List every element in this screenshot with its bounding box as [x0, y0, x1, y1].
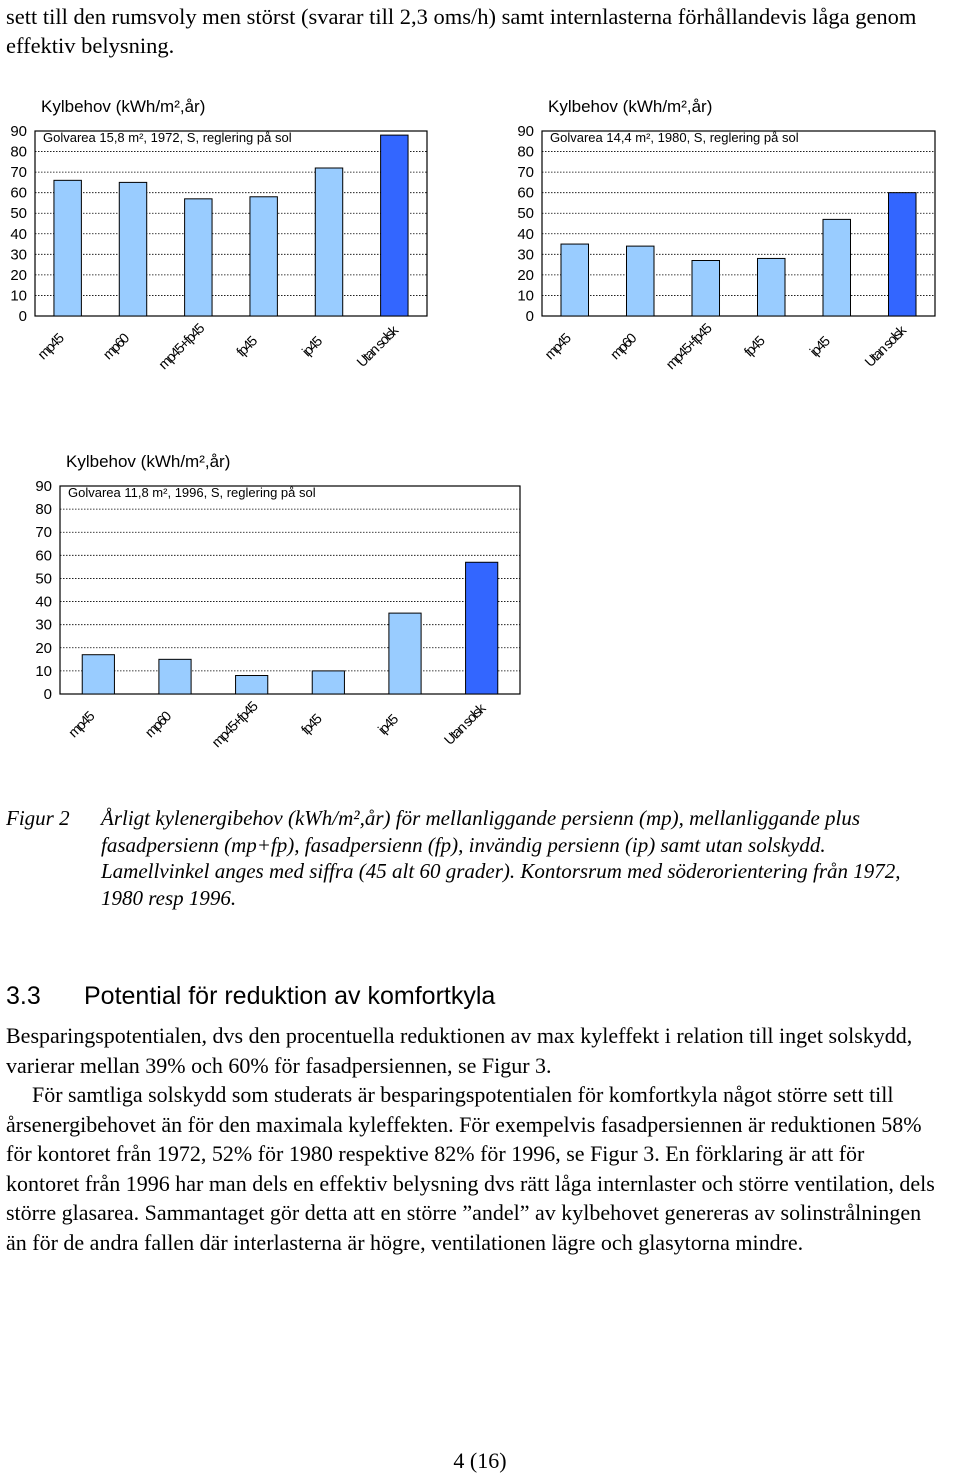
x-tick-label: Utan solsk [353, 323, 401, 370]
y-tick-label: 0 [525, 308, 534, 325]
x-tick-label: ip45 [806, 333, 833, 360]
y-tick-label: 60 [10, 184, 27, 202]
x-tick-label: mp45 [34, 330, 67, 363]
y-tick-label: 40 [10, 225, 27, 243]
y-tick-label: 20 [10, 266, 27, 284]
x-tick-label: ip45 [298, 333, 325, 360]
figure-label: Figur 2 [6, 806, 70, 830]
x-tick-label: mp60 [606, 330, 639, 363]
bar [119, 182, 146, 316]
section-heading [6, 982, 936, 1011]
y-tick-label: 30 [10, 246, 27, 264]
chart-1996 [20, 445, 500, 785]
bar [626, 246, 654, 316]
y-tick-label: 20 [517, 266, 534, 284]
x-tick-label: mp45 [541, 330, 574, 363]
y-tick-label: 0 [43, 686, 52, 703]
bar [692, 261, 720, 317]
y-tick-label: 20 [35, 639, 52, 657]
x-tick-label: Utan solsk [861, 323, 909, 370]
plot-area [60, 486, 520, 694]
x-tick-label: mp45+fp45 [208, 698, 260, 751]
plot-area [35, 131, 427, 316]
chart-subtitle: Golvarea 15,8 m², 1972, S, reglering på sol [43, 130, 292, 145]
y-tick-label: 90 [35, 478, 52, 495]
paragraph-1: Besparingspotentialen, dvs den procentuella reduktionen av max kyleffekt i relation till inget solskydd, varierar mellan 39% och 60% för fasadpersiennen, se Figur 3. [6, 1023, 913, 1078]
y-tick-label: 30 [517, 246, 534, 264]
bar [315, 168, 342, 316]
chart-svg [505, 90, 945, 420]
intro-paragraph: sett till den rumsvoly men störst (svarar till 2,3 oms/h) samt internlasterna förhållandevis låga genom effektiv belysning. [6, 4, 917, 58]
y-tick-label: 60 [517, 184, 534, 202]
x-tick-label: mp45 [64, 708, 97, 741]
y-tick-label: 40 [35, 593, 52, 611]
page-number: 4 (16) [453, 1448, 507, 1473]
chart-1980 [505, 90, 945, 420]
x-tick-label: mp45+fp45 [662, 320, 715, 373]
bar [561, 244, 589, 316]
y-tick-label: 60 [35, 547, 52, 565]
y-tick-label: 50 [35, 570, 52, 588]
bar [381, 135, 408, 316]
section-number: 3.3 [6, 982, 41, 1010]
chart-title: Kylbehov (kWh/m²,år) [66, 452, 231, 471]
y-tick-label: 30 [35, 616, 52, 634]
y-tick-label: 70 [517, 164, 534, 182]
bar [250, 197, 277, 316]
chart-subtitle: Golvarea 11,8 m², 1996, S, reglering på sol [68, 485, 316, 500]
chart-svg [20, 445, 500, 785]
x-tick-label: mp60 [141, 708, 174, 741]
section-title: Potential för reduktion av komfortkyla [84, 982, 496, 1010]
chart-svg [0, 90, 440, 420]
chart-title: Kylbehov (kWh/m²,år) [548, 97, 713, 116]
figure-caption-text: Årligt kylenergibehov (kWh/m²,år) för mellanliggande persienn (mp), mellanliggande plus fasadpersienn (mp+fp), fasadpersienn (fp), invändig persienn (ip) samt utan solskydd. Lamellvinkel anges med siffra (45 alt 60 grader). Kontorsrum med söderorientering från 1972, 1980 resp 1996. [101, 806, 901, 910]
body-text [6, 1021, 936, 1257]
y-tick-label: 10 [10, 287, 27, 305]
y-tick-label: 70 [10, 164, 27, 182]
y-tick-label: 90 [517, 123, 534, 140]
bar [757, 258, 785, 316]
x-tick-label: mp45+fp45 [155, 320, 207, 373]
y-tick-label: 40 [517, 225, 534, 243]
y-tick-label: 90 [10, 123, 27, 140]
bar [82, 655, 114, 694]
plot-area [542, 131, 935, 316]
figure-caption [6, 805, 926, 911]
x-tick-label: fp45 [740, 333, 767, 360]
y-tick-label: 80 [10, 143, 27, 161]
y-tick-label: 70 [35, 524, 52, 542]
x-tick-label: fp45 [297, 711, 324, 738]
chart-title: Kylbehov (kWh/m²,år) [41, 97, 206, 116]
bar [888, 193, 916, 316]
bar [312, 671, 344, 694]
bar [236, 676, 268, 694]
bar [823, 219, 851, 316]
y-tick-label: 80 [517, 143, 534, 161]
chart-1972 [0, 90, 440, 420]
y-tick-label: 50 [517, 205, 534, 223]
x-tick-label: ip45 [374, 711, 401, 738]
bar [185, 199, 212, 316]
x-tick-label: Utan solsk [440, 701, 488, 748]
x-tick-label: mp60 [99, 330, 132, 363]
y-tick-label: 0 [18, 308, 27, 325]
y-tick-label: 10 [517, 287, 534, 305]
bar [389, 613, 421, 694]
bar [159, 659, 191, 694]
y-tick-label: 10 [35, 662, 52, 680]
x-tick-label: fp45 [232, 333, 260, 360]
y-tick-label: 80 [35, 501, 52, 519]
chart-subtitle: Golvarea 14,4 m², 1980, S, reglering på sol [550, 130, 799, 145]
bar [466, 562, 498, 694]
y-tick-label: 50 [10, 205, 27, 223]
bar [54, 180, 81, 316]
paragraph-2: För samtliga solskydd som studerats är besparingspotentialen för komfortkyla något större sett till årsenergibehovet än för den maximala kyleffekten. För exempelvis fasadpersiennen är reduktionen 58% för kontoret från 1972, 52% för 1980 respektive 82% för 1996, se Figur 3. En förklaring är att för kontoret från 1996 har man dels en effektiv belysning dvs rätt låga internlaster och större ventilation, dels större glasarea. Sammantaget gör detta att en större ”andel” av kylbehovet genereras av solinstrålningen än för de andra fallen där interlasterna är högre, ventilationen lägre och glasytorna mindre. [6, 1082, 935, 1255]
